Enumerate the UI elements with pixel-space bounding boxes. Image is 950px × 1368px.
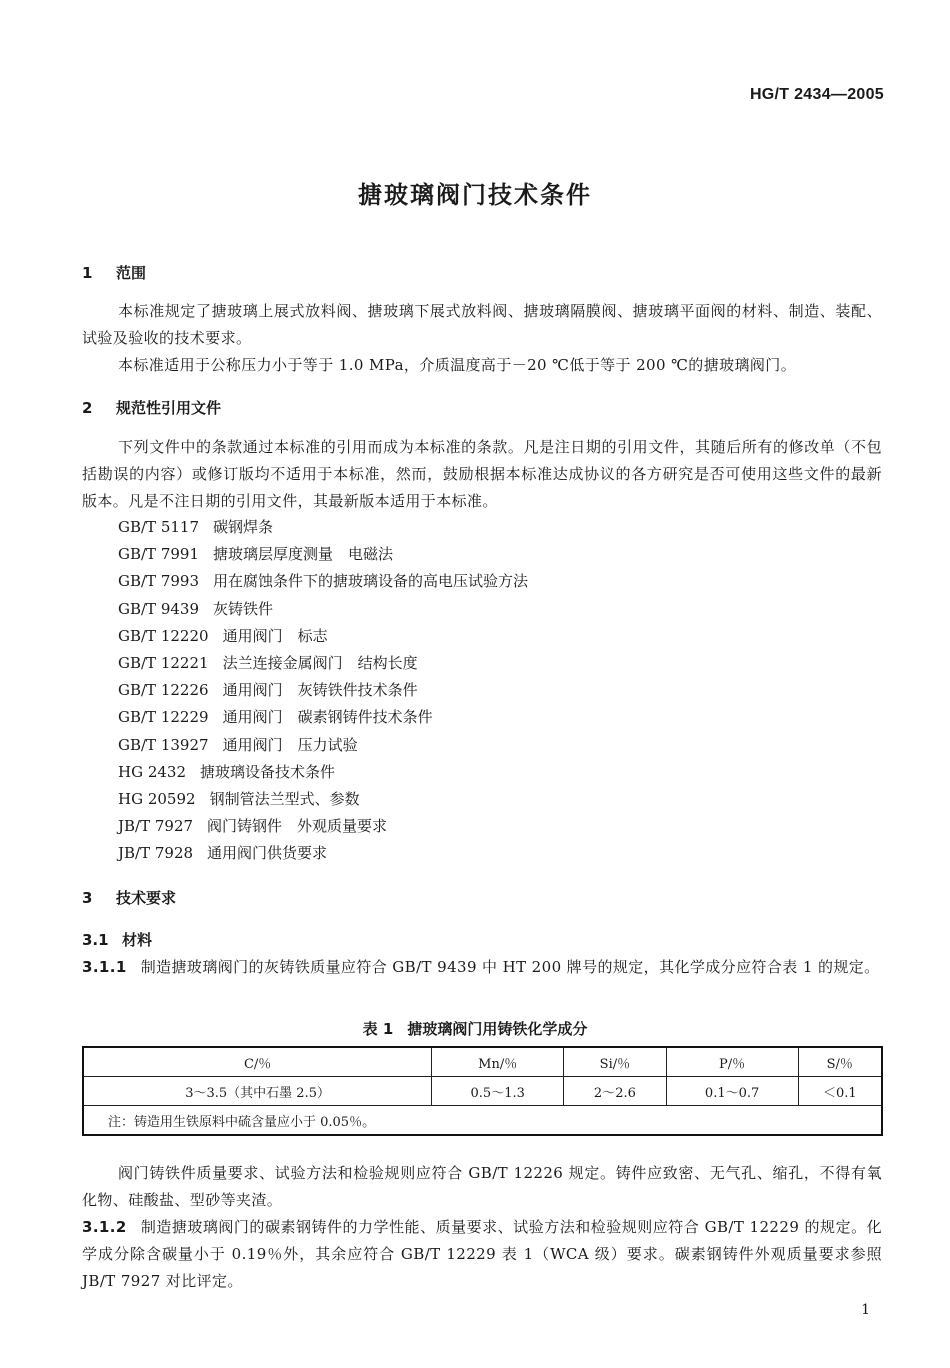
- clause-number: 3.1.2: [82, 1218, 127, 1236]
- table-cell: ＜0.1: [798, 1077, 882, 1106]
- table-row: [83, 1077, 882, 1106]
- section-number: 1: [82, 264, 93, 282]
- reference-code: GB/T 7991: [118, 545, 200, 564]
- clause-text: 制造搪玻璃阀门的灰铸铁质量应符合 GB/T 9439 中 HT 200 牌号的规定，其化学成分应符合表 1 的规定。: [140, 958, 880, 976]
- reference-title: 用在腐蚀条件下的搪玻璃设备的高电压试验方法: [213, 572, 529, 591]
- reference-title: 通用阀门 灰铸铁件技术条件: [222, 681, 418, 700]
- table-header-cell: S/％: [798, 1047, 882, 1077]
- reference-code: GB/T 5117: [118, 518, 200, 536]
- reference-code: GB/T 12229: [118, 708, 209, 727]
- document-title: 搪玻璃阀门技术条件: [358, 181, 592, 209]
- table-cell: 0.1～0.7: [666, 1077, 798, 1106]
- page-number: 1: [861, 1302, 870, 1318]
- section-title: 规范性引用文件: [116, 399, 222, 417]
- standard-code: HG/T 2434—2005: [749, 86, 884, 103]
- reference-code: JB/T 7928: [118, 844, 194, 863]
- section-title: 范围: [116, 264, 147, 282]
- section-1-heading: [82, 262, 146, 283]
- reference-item: [118, 623, 528, 650]
- reference-code: HG 2432: [118, 762, 187, 781]
- reference-title: 阀门铸钢件 外观质量要求: [207, 817, 388, 836]
- section-3-heading: [82, 887, 176, 908]
- section-title: 材料: [122, 931, 153, 949]
- table-note: 注：铸造用生铁原料中硫含量应小于 0.05％。: [83, 1106, 882, 1136]
- section-number: 3.1: [82, 931, 109, 949]
- reference-item: [118, 568, 528, 595]
- table-cell: 0.5～1.3: [432, 1077, 564, 1106]
- reference-code: HG 20592: [118, 789, 196, 808]
- reference-title: 搪玻璃层厚度测量 电磁法: [213, 545, 394, 564]
- reference-item: [118, 759, 528, 786]
- reference-title: 通用阀门 碳素钢铸件技术条件: [222, 708, 433, 727]
- scope-paragraph-1: 本标准规定了搪玻璃上展式放料阀、搪玻璃下展式放料阀、搪玻璃隔膜阀、搪玻璃平面阀的材料、制造、装配、试验及验收的技术要求。: [82, 302, 882, 347]
- reference-title: 通用阀门 标志: [222, 626, 328, 645]
- reference-item: [118, 596, 528, 623]
- table-header-cell: Mn/％: [432, 1047, 564, 1077]
- reference-item: [118, 704, 528, 731]
- reference-item: [118, 732, 528, 759]
- reference-code: GB/T 13927: [118, 735, 209, 754]
- reference-title: 搪玻璃设备技术条件: [200, 762, 336, 781]
- clause-text: 制造搪玻璃阀门的碳素钢铸件的力学性能、质量要求、试验方法和检验规则应符合 GB/T 12229 的规定。化学成分除含碳量小于 0.19％外，其余应符合 GB/T 12229 表 1（WCA 级）要求。碳素钢铸件外观质量要求参照 JB/T 7927 对比评定。: [82, 1218, 882, 1290]
- reference-title: 钢制管法兰型式、参数: [209, 789, 360, 808]
- reference-item: [118, 786, 528, 813]
- table-cell: 3～3.5（其中石墨 2.5）: [83, 1077, 432, 1106]
- reference-title: 通用阀门供货要求: [207, 844, 328, 863]
- section-title: 技术要求: [116, 889, 177, 907]
- table-header-cell: C/％: [83, 1047, 432, 1077]
- cast-iron-quality-paragraph: 阀门铸铁件质量要求、试验方法和检验规则应符合 GB/T 12226 规定。铸件应致密、无气孔、缩孔，不得有氧化物、硅酸盐、型砂等夹渣。: [82, 1164, 882, 1209]
- reference-code: GB/T 9439: [118, 599, 200, 618]
- chemical-composition-table: [82, 1046, 883, 1136]
- table-title: 搪玻璃阀门用铸铁化学成分: [407, 1020, 588, 1038]
- table-header-cell: Si/％: [564, 1047, 666, 1077]
- reference-title: 灰铸铁件: [213, 599, 274, 618]
- table-1-caption: [0, 1018, 950, 1039]
- reference-code: GB/T 12220: [118, 626, 209, 645]
- clause-3-1-1: [82, 954, 882, 981]
- reference-item: [118, 541, 528, 568]
- section-number: 3: [82, 889, 93, 907]
- scope-paragraph-2: 本标准适用于公称压力小于等于 1.0 MPa，介质温度高于－20 ℃低于等于 200 ℃的搪玻璃阀门。: [118, 356, 797, 374]
- reference-item: [118, 514, 528, 541]
- table-note-row: [83, 1106, 882, 1136]
- reference-title: 碳钢焊条: [213, 518, 274, 536]
- reference-code: GB/T 12226: [118, 681, 209, 700]
- section-number: 2: [82, 399, 93, 417]
- table-header-cell: P/％: [666, 1047, 798, 1077]
- reference-item: [118, 840, 528, 867]
- reference-code: GB/T 12221: [118, 653, 209, 672]
- table-number: 表 1: [362, 1020, 394, 1038]
- table-cell: 2～2.6: [564, 1077, 666, 1106]
- table-header-row: [83, 1047, 882, 1077]
- references-intro: 下列文件中的条款通过本标准的引用而成为本标准的条款。凡是注日期的引用文件，其随后所有的修改单（不包括勘误的内容）或修订版均不适用于本标准，然而，鼓励根据本标准达成协议的各方研究是否可使用这些文件的最新版本。凡是不注日期的引用文件，其最新版本适用于本标准。: [82, 438, 882, 510]
- normative-reference-list: [118, 514, 528, 867]
- reference-title: 法兰连接金属阀门 结构长度: [222, 653, 418, 672]
- section-3-1-heading: [82, 929, 152, 950]
- reference-item: [118, 813, 528, 840]
- reference-item: [118, 650, 528, 677]
- reference-code: GB/T 7993: [118, 572, 200, 591]
- reference-title: 通用阀门 压力试验: [222, 735, 358, 754]
- reference-item: [118, 677, 528, 704]
- reference-code: JB/T 7927: [118, 817, 194, 836]
- section-2-heading: [82, 397, 221, 418]
- clause-number: 3.1.1: [82, 958, 127, 976]
- clause-3-1-2: [82, 1214, 882, 1295]
